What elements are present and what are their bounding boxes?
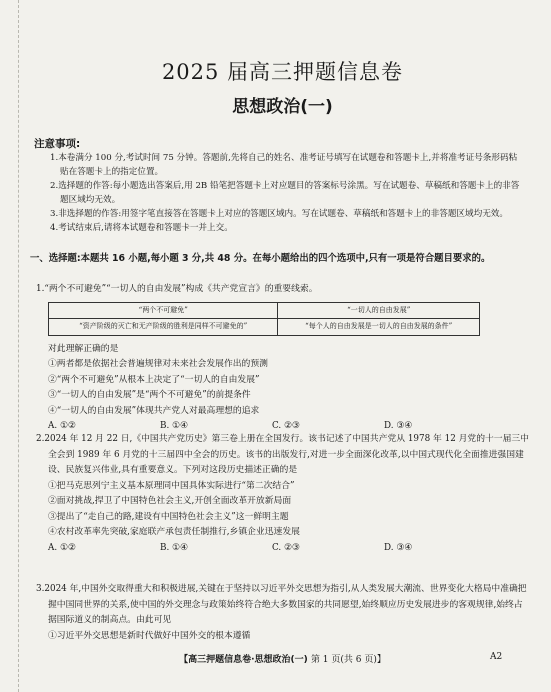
exam-title: 2025 届高三押题信息卷 <box>161 60 404 84</box>
question-stem: 2.2024 年 12 月 22 日,《中国共产党历史》第三卷上册在全国发行。该书记述了中国共产党从 1978 年 12 月党的十一届三中全会到 1989 年 6 月党的十三届四中全会的历史。该书的出版发行,对进一步全面深化改革,以中国式现代化全面推进强国建设、民族复兴伟业,具有重要意义。下列对这段历史描述正确的是 <box>36 434 529 475</box>
statement-option: ④农村改革率先突破,家庭联产承包责任制推行,乡镇企业迅速发展 <box>48 527 300 537</box>
table-header: “两个不可避免” <box>49 302 278 319</box>
question-stem: 1.“两个不可避免”“一切人的自由发展”构成《共产党宣言》的重要线索。 <box>36 284 318 294</box>
statement-option: ②面对挑战,捍卫了中国特色社会主义,开创全面改革开放新局面 <box>48 496 292 506</box>
statement-option: ①把马克思列宁主义基本原理同中国具体实际进行“第二次结合” <box>48 480 295 491</box>
statement-option: ③提出了“走自己的路,建设有中国特色社会主义”这一鲜明主题 <box>48 511 289 522</box>
table-cell: “资产阶级的灭亡和无产阶级的胜利是同样不可避免的” <box>49 319 278 336</box>
page-footer <box>30 652 535 665</box>
notice-item: 4.考试结束后,请将本试题卷和答题卡一并上交。 <box>50 223 233 233</box>
choice-a: A. ①② <box>48 542 76 553</box>
choice-d: D. ③④ <box>384 542 413 553</box>
paper-code: A2 <box>490 652 503 662</box>
quote-table <box>48 302 480 336</box>
exam-subject: 思想政治(一) <box>232 97 333 117</box>
choice-b: B. ①④ <box>160 542 188 553</box>
statement-option: ①习近平外交思想是新时代做好中国外交的根本遵循 <box>48 630 251 641</box>
answer-choices <box>36 541 531 557</box>
notice-heading: 注意事项: <box>34 138 81 150</box>
question-3 <box>36 582 531 644</box>
binding-margin-line <box>18 0 19 692</box>
question-1 <box>36 282 531 435</box>
question-prompt: 对此理解正确的是 <box>48 343 119 354</box>
notice-item: 1.本卷满分 100 分,考试时间 75 分钟。答题前,先将自己的姓名、准考证号填写在试题卷和答题卡上,并将准考证号条形码粘贴在答题卡上的指定位置。 <box>50 153 518 177</box>
statement-option: ①两者都是依据社会普遍规律对未来社会发展作出的预测 <box>48 359 268 369</box>
section-heading: 一、选择题:本题共 16 小题,每小题 3 分,共 48 分。在每小题给出的四个选项中,只有一项是符合题目要求的。 <box>30 253 491 264</box>
question-stem: 3.2024 年,中国外交取得重大和积极进展,关键在于坚持以习近平外交思想为指引,从人类发展大潮流、世界变化大格局中准确把握中国同世界的关系,使中国的外交理念与政策始终符合绝大多数国家的共同愿望,始终顺应历史发展进步的客观规律,始终占据国际道义的制高点。由此可见 <box>36 584 527 625</box>
table-header: “一切人的自由发展” <box>278 302 480 319</box>
statement-option: ③“一切人的自由发展”是“两个不可避免”的前提条件 <box>48 390 251 400</box>
notice-item: 2.选择题的作答:每小题选出答案后,用 2B 铅笔把答题卡上对应题目的答案标号涂黑。写在试题卷、草稿纸和答题卡上的非答题区域均无效。 <box>50 181 520 205</box>
question-2 <box>36 432 531 556</box>
page-number: 第 1 页(共 6 页)】 <box>310 655 386 665</box>
notice-item: 3.非选择题的作答:用签字笔直接答在答题卡上对应的答题区域内。写在试题卷、草稿纸和答题卡上的非答题区域均无效。 <box>50 209 508 219</box>
table-cell: “每个人的自由发展是一切人的自由发展的条件” <box>278 319 480 336</box>
choice-c: C. ②③ <box>272 421 300 431</box>
choice-d: D. ③④ <box>384 421 413 431</box>
statement-option: ④“一切人的自由发展”体现共产党人对最高理想的追求 <box>48 405 260 416</box>
notice-list <box>50 151 520 235</box>
choice-a: A. ①② <box>48 421 76 431</box>
choice-c: C. ②③ <box>272 542 300 553</box>
statement-option: ②“两个不可避免”从根本上决定了“一切人的自由发展” <box>48 374 260 385</box>
choice-b: B. ①④ <box>160 421 188 431</box>
footer-label: 【高三押题信息卷·思想政治(一) <box>179 655 308 665</box>
exam-page <box>30 0 535 692</box>
